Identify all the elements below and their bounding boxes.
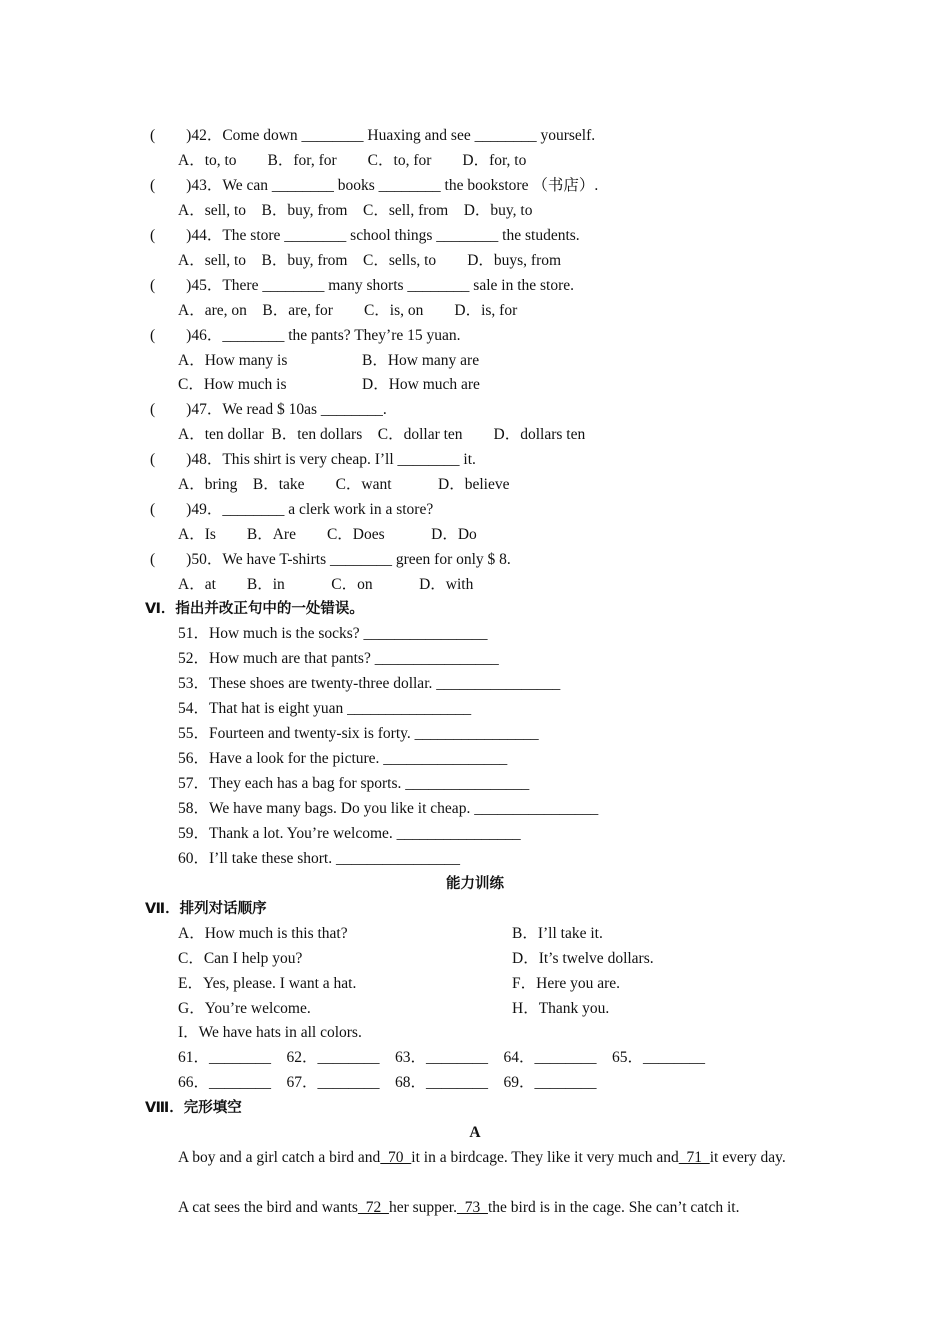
correction-item: 57．They each has a bag for sports. ________________: [178, 775, 530, 792]
correction-item: 53．These shoes are twenty-three dollar. ________________: [178, 675, 561, 692]
question-43: ( )43．We can ________ books ________ the bookstore （书店）.: [150, 177, 599, 194]
options-46-d: D．How much are: [362, 376, 480, 393]
dialogue-option: D．It’s twelve dollars.: [512, 950, 654, 967]
correction-item: 55．Fourteen and twenty-six is forty. ________________: [178, 725, 539, 742]
dialogue-option: A．How much is this that?: [178, 925, 348, 942]
blank-72: 72: [357, 1199, 389, 1216]
question-47: ( )47．We read $ 10as ________.: [150, 401, 387, 418]
dialogue-option: I．We have hats in all colors.: [178, 1024, 362, 1041]
question-46: ( )46．________ the pants? They’re 15 yuan.: [150, 327, 461, 344]
correction-item: 52．How much are that pants? ________________: [178, 650, 499, 667]
question-50: ( )50．We have T-shirts ________ green for only $ 8.: [150, 551, 511, 568]
options-50: A．at B．in C．on D．with: [178, 576, 474, 593]
order-blanks-row-1: 61．________ 62．________ 63．________ 64．________ 65．________: [178, 1049, 706, 1066]
options-43: A．sell, to B．buy, from C．sell, from D．buy, to: [178, 202, 533, 219]
order-blanks-row-2: 66．________ 67．________ 68．________ 69．________: [178, 1074, 597, 1091]
section-6-title: Ⅵ．指出并改正句中的一处错误。: [145, 601, 364, 617]
question-48: ( )48．This shirt is very cheap. I’ll ________ it.: [150, 451, 476, 468]
blank-71: 71: [678, 1149, 710, 1166]
options-47: A．ten dollar B．ten dollars C．dollar ten D．dollars ten: [178, 426, 586, 443]
options-45: A．are, on B．are, for C．is, on D．is, for: [178, 302, 518, 319]
options-48: A．bring B．take C．want D．believe: [178, 476, 510, 493]
cloze-paragraph-2: A cat sees the bird and wants 72 her supper. 73 the bird is in the cage. She can’t catch it.: [178, 1199, 740, 1216]
correction-item: 56．Have a look for the picture. ________________: [178, 750, 508, 767]
question-44: ( )44．The store ________ school things ________ the students.: [150, 227, 580, 244]
correction-item: 59．Thank a lot. You’re welcome. ________________: [178, 825, 521, 842]
dialogue-option: G．You’re welcome.: [178, 1000, 311, 1017]
correction-item: 60．I’ll take these short. ________________: [178, 850, 460, 867]
options-46-c: C．How much is: [178, 376, 287, 393]
correction-item: 51．How much is the socks? ________________: [178, 625, 488, 642]
dialogue-option: B．I’ll take it.: [512, 925, 603, 942]
correction-item: 54．That hat is eight yuan ________________: [178, 700, 472, 717]
options-49: A．Is B．Are C．Does D．Do: [178, 526, 477, 543]
dialogue-option: F．Here you are.: [512, 975, 621, 992]
blank-73: 73: [456, 1199, 488, 1216]
options-46-a: A．How many is: [178, 352, 288, 369]
options-42: A．to, to B．for, for C．to, for D．for, to: [178, 152, 527, 169]
dialogue-option: H．Thank you.: [512, 1000, 610, 1017]
question-49: ( )49．________ a clerk work in a store?: [150, 501, 434, 518]
dialogue-option: E．Yes, please. I want a hat.: [178, 975, 357, 992]
blank-70: 70: [380, 1149, 412, 1166]
section-7-title: Ⅶ．排列对话顺序: [145, 901, 267, 917]
question-42: ( )42．Come down ________ Huaxing and see ________ yourself.: [150, 127, 596, 144]
cloze-paragraph-1: A boy and a girl catch a bird and 70 it in a birdcage. They like it very much and 71 it every day.: [178, 1149, 786, 1166]
correction-item: 58．We have many bags. Do you like it cheap. ________________: [178, 800, 599, 817]
dialogue-option: C．Can I help you?: [178, 950, 303, 967]
section-8-title: Ⅷ．完形填空: [145, 1100, 242, 1116]
options-44: A．sell, to B．buy, from C．sells, to D．buys, from: [178, 252, 562, 269]
options-46-b: B．How many are: [362, 352, 480, 369]
passage-a-heading: A: [469, 1124, 481, 1141]
ability-training-heading: 能力训练: [446, 876, 504, 892]
question-45: ( )45．There ________ many shorts ________ sale in the store.: [150, 277, 575, 294]
